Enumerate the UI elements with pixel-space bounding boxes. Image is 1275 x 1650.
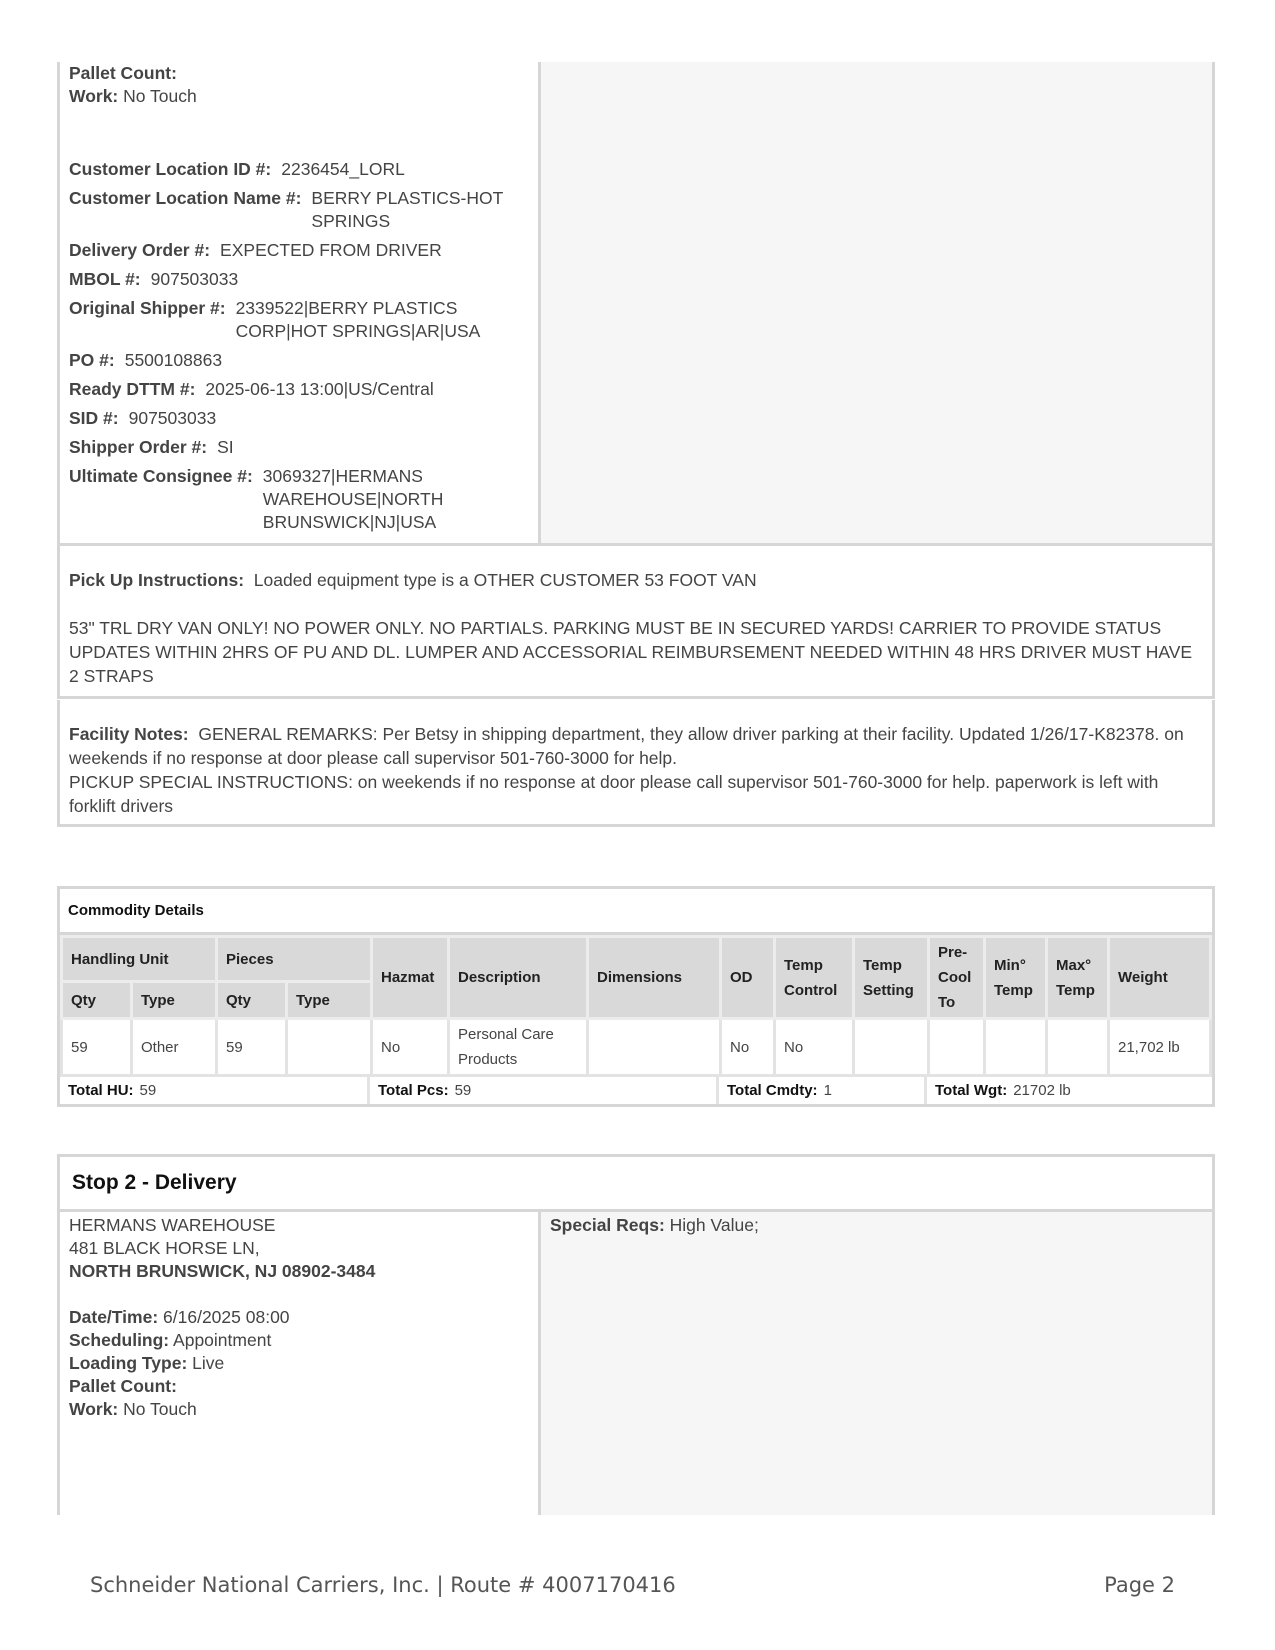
field-shipper-order: Shipper Order #: SI <box>69 437 234 457</box>
loading-type-value: Live <box>192 1353 225 1373</box>
commodity-details <box>57 886 1215 1107</box>
th-dimensions: Dimensions <box>588 937 721 1019</box>
th-pcs-type: Type <box>287 982 372 1019</box>
total-hu: Total HU: 59 <box>60 1077 370 1104</box>
th-pre-cool: Pre-Cool To <box>929 937 985 1019</box>
cell-description: Personal Care Products <box>449 1019 588 1076</box>
th-handling-unit: Handling Unit <box>62 937 217 982</box>
stop2-right-column <box>541 1212 1212 1515</box>
stop2-title: Stop 2 - Delivery <box>60 1157 1212 1212</box>
field-mbol: MBOL #: 907503033 <box>69 269 239 289</box>
total-wgt: Total Wgt: 21702 lb <box>935 1082 1071 1099</box>
th-description: Description <box>449 937 588 1019</box>
field-po: PO #: 5500108863 <box>69 350 223 370</box>
cell-dimensions <box>588 1019 721 1076</box>
cell-hu-qty: 59 <box>62 1019 132 1076</box>
th-pcs-qty: Qty <box>217 982 287 1019</box>
loading-type-label: Loading Type: <box>69 1353 188 1373</box>
th-hu-qty: Qty <box>62 982 132 1019</box>
stop2-work-value: No Touch <box>123 1399 197 1419</box>
datetime-label: Date/Time: <box>69 1307 159 1327</box>
field-sid: SID #: 907503033 <box>69 408 217 428</box>
cell-min-temp <box>985 1019 1047 1076</box>
commodity-title: Commodity Details <box>60 889 1212 935</box>
th-temp-setting: Temp Setting <box>854 937 929 1019</box>
field-original-shipper: Original Shipper #: 2339522|BERRY PLASTICS CORP|HOT SPRINGS|AR|USA <box>69 298 481 341</box>
cell-pre-cool <box>929 1019 985 1076</box>
th-hu-type: Type <box>132 982 217 1019</box>
commodity-totals <box>60 1077 1212 1104</box>
field-ready-dttm: Ready DTTM #: 2025-06-13 13:00|US/Central <box>69 379 434 399</box>
table-row <box>62 1019 1211 1076</box>
pickup-value: Loaded equipment type is a OTHER CUSTOMER 53 FOOT VAN <box>253 570 757 590</box>
stop2-work-label: Work: <box>69 1399 119 1419</box>
field-delivery-order: Delivery Order #: EXPECTED FROM DRIVER <box>69 240 442 260</box>
stop2-city: NORTH BRUNSWICK, NJ 08902-3484 <box>69 1261 376 1281</box>
cell-hazmat: No <box>372 1019 449 1076</box>
cell-temp-setting <box>854 1019 929 1076</box>
pickup-label: Pick Up Instructions: <box>69 570 245 590</box>
stop2-address: 481 BLACK HORSE LN, <box>69 1238 260 1258</box>
datetime-value: 6/16/2025 08:00 <box>163 1307 290 1327</box>
facility-label: Facility Notes: <box>69 724 189 744</box>
pickup-note: 53" TRL DRY VAN ONLY! NO POWER ONLY. NO PARTIALS. PARKING MUST BE IN SECURED YARDS! CARRIER TO PROVIDE STATUS UPDATES WITHIN 2HRS OF PU AND DL. LUMPER AND ACCESSORIAL REIMBURSEMENT NEEDED WITHIN 48 HRS DRIVER MUST HAVE 2 STRAPS <box>69 618 1193 686</box>
pickup-instructions <box>57 546 1215 699</box>
stop1-details-block <box>57 62 1215 546</box>
cell-max-temp <box>1047 1019 1109 1076</box>
facility-value-2: PICKUP SPECIAL INSTRUCTIONS: on weekends if no response at door please call supervisor 501-760-3000 for help. paperwork is left with forklift drivers <box>69 772 1159 816</box>
special-reqs-value: High Value; <box>669 1215 759 1235</box>
stop2-name: HERMANS WAREHOUSE <box>69 1215 276 1235</box>
cell-pcs-type <box>287 1019 372 1076</box>
total-cmdty: Total Cmdty: 1 <box>719 1077 927 1104</box>
th-pieces: Pieces <box>217 937 372 982</box>
stop1-right-column <box>541 62 1212 543</box>
pallet-count-label: Pallet Count: <box>69 63 177 83</box>
total-pcs: Total Pcs: 59 <box>370 1077 719 1104</box>
scheduling-value: Appointment <box>173 1330 272 1350</box>
cell-pcs-qty: 59 <box>217 1019 287 1076</box>
footer-route: Schneider National Carriers, Inc. | Route # 4007170416 <box>90 1573 676 1597</box>
special-reqs-label: Special Reqs: <box>550 1215 665 1235</box>
th-od: OD <box>721 937 775 1019</box>
page-footer <box>90 1573 1175 1597</box>
cell-hu-type: Other <box>132 1019 217 1076</box>
facility-value: GENERAL REMARKS: Per Betsy in shipping department, they allow driver parking at their facility. Updated 1/26/17-K82378. on weekends if no response at door please call supervisor 501-760-3000 for help. <box>69 724 1184 768</box>
cell-od: No <box>721 1019 775 1076</box>
th-hazmat: Hazmat <box>372 937 449 1019</box>
stop2-left-column <box>60 1212 541 1515</box>
field-customer-location-id: Customer Location ID #: 2236454_LORL <box>69 159 405 179</box>
stop2-pallet-label: Pallet Count: <box>69 1376 177 1396</box>
commodity-table <box>60 935 1212 1077</box>
th-min-temp: Min° Temp <box>985 937 1047 1019</box>
page-number: Page 2 <box>1104 1573 1175 1597</box>
th-temp-control: Temp Control <box>775 937 854 1019</box>
work-label: Work: <box>69 86 119 106</box>
th-weight: Weight <box>1109 937 1211 1019</box>
cell-weight: 21,702 lb <box>1109 1019 1211 1076</box>
scheduling-label: Scheduling: <box>69 1330 170 1350</box>
th-max-temp: Max° Temp <box>1047 937 1109 1019</box>
stop1-left-column <box>60 62 541 543</box>
work-value: No Touch <box>123 86 197 106</box>
field-ultimate-consignee: Ultimate Consignee #: 3069327|HERMANS WAREHOUSE|NORTH BRUNSWICK|NJ|USA <box>69 466 444 532</box>
field-customer-location-name: Customer Location Name #: BERRY PLASTICS-HOT SPRINGS <box>69 188 503 231</box>
facility-notes <box>57 700 1215 827</box>
stop2-block <box>57 1154 1215 1515</box>
cell-temp-control: No <box>775 1019 854 1076</box>
